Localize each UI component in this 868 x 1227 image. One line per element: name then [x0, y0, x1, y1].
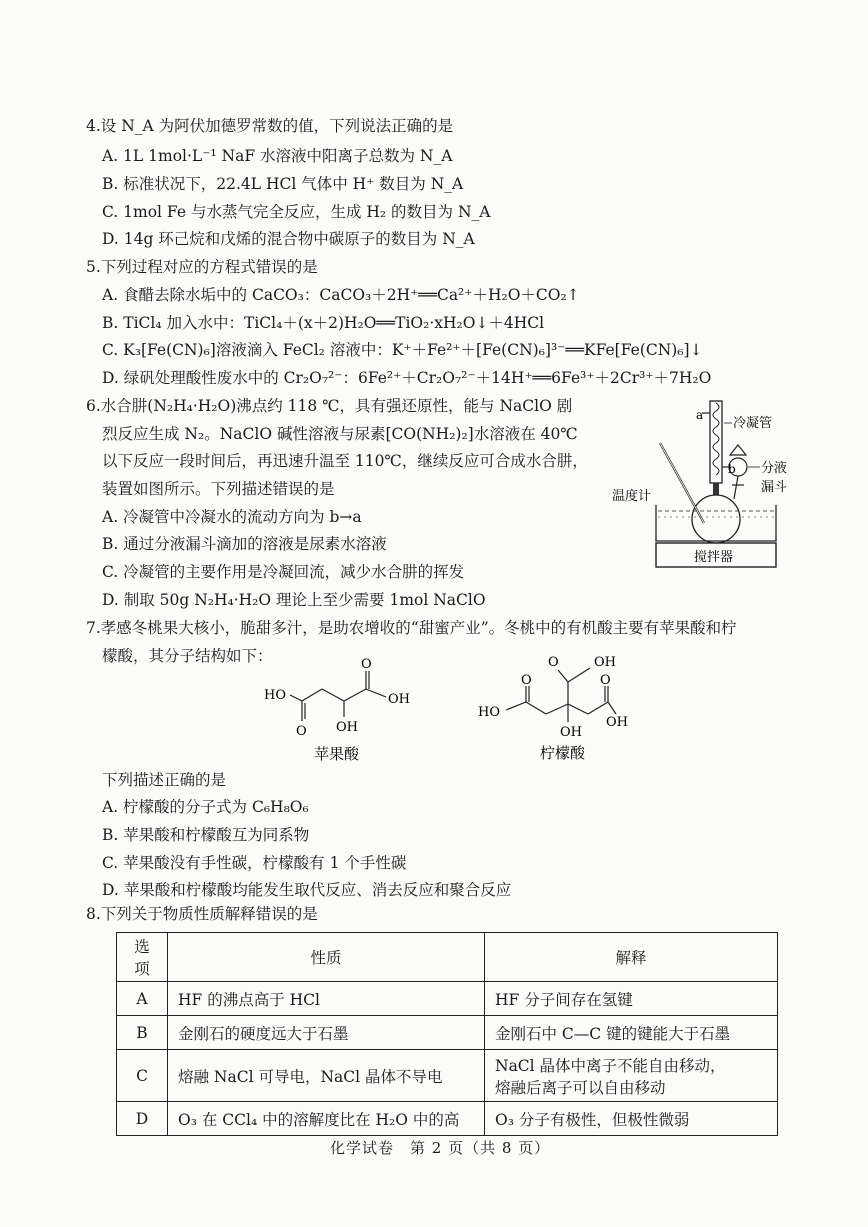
q8-table	[116, 932, 778, 1136]
svg-text:OH: OH	[594, 655, 616, 670]
svg-text:O: O	[521, 673, 532, 688]
page-footer: 化学试卷 第 2 页（共 8 页）	[330, 1139, 551, 1157]
q7-line-1: 7.孝感冬桃果大核小，脆甜多汁，是助农增收的“甜蜜产业”。冬桃中的有机酸主要有苹果酸和柠	[86, 619, 737, 637]
svg-text:O: O	[548, 655, 559, 670]
q5-option-d: D. 绿矾处理酸性废水中的 Cr₂O₇²⁻：6Fe²⁺＋Cr₂O₇²⁻＋14H⁺══6Fe³⁺＋2Cr³⁺＋7H₂O	[102, 369, 712, 387]
label-condenser: 冷凝管	[733, 416, 773, 431]
q7-option-b: B. 苹果酸和柠檬酸互为同系物	[102, 826, 310, 844]
q6-line-3: 以下反应一段时间后，再迅速升温至 110℃，继续反应可合成水合肼，	[102, 452, 588, 470]
q6-line-1: 6.水合肼(N₂H₄·H₂O)沸点约 118 ℃，具有强还原性，能与 NaClO 剧	[86, 397, 573, 415]
svg-text:O: O	[361, 657, 372, 672]
q4-option-b: B. 标准状况下，22.4L HCl 气体中 H⁺ 数目为 N_A	[102, 175, 464, 193]
svg-text:O: O	[296, 724, 307, 739]
citric-acid-name: 柠檬酸	[540, 744, 586, 762]
label-thermometer: 温度计	[612, 489, 652, 504]
q7-prompt: 下列描述正确的是	[102, 771, 227, 789]
svg-text:OH: OH	[388, 692, 410, 707]
q7-option-a: A. 柠檬酸的分子式为 C₆H₈O₆	[102, 798, 309, 816]
svg-text:HO: HO	[478, 705, 500, 720]
q6-line-4: 装置如图所示。下列描述错误的是	[102, 480, 335, 498]
svg-text:OH: OH	[336, 720, 358, 735]
svg-text:OH: OH	[606, 715, 628, 730]
q6-option-b: B. 通过分液漏斗滴加的溶液是尿素水溶液	[102, 535, 387, 553]
table-row: B 金刚石的硬度远大于石墨 金刚石中 C—C 键的键能大于石墨	[117, 1016, 778, 1050]
header-option: 选项	[117, 933, 168, 982]
q7-option-d: D. 苹果酸和柠檬酸均能发生取代反应、消去反应和聚合反应	[102, 881, 512, 899]
malic-acid-structure	[258, 655, 428, 767]
q6-option-a: A. 冷凝管中冷凝水的流动方向为 b→a	[102, 508, 362, 526]
q4-stem: 4.设 N_A 为阿伏加德罗常数的值，下列说法正确的是	[86, 117, 454, 135]
table-row: D O₃ 在 CCl₄ 中的溶解度比在 H₂O 中的高 O₃ 分子有极性，但极性微弱	[117, 1102, 778, 1136]
citric-acid-structure	[476, 652, 646, 767]
q5-option-b: B. TiCl₄ 加入水中：TiCl₄＋(x＋2)H₂O══TiO₂·xH₂O↓＋4HCl	[102, 314, 545, 332]
q4-option-d: D. 14g 环己烷和戊烯的混合物中碳原子的数目为 N_A	[102, 230, 475, 248]
svg-text:HO: HO	[264, 688, 286, 703]
label-funnel-1: 分液	[761, 461, 788, 476]
q7-line-2: 檬酸，其分子结构如下：	[102, 647, 273, 665]
q6-option-d: D. 制取 50g N₂H₄·H₂O 理论上至少需要 1mol NaClO	[102, 591, 486, 609]
header-explanation: 解释	[485, 933, 778, 982]
q4-option-c: C. 1mol Fe 与水蒸气完全反应，生成 H₂ 的数目为 N_A	[102, 203, 491, 221]
q7-option-c: C. 苹果酸没有手性碳，柠檬酸有 1 个手性碳	[102, 854, 407, 872]
q5-stem: 5.下列过程对应的方程式错误的是	[86, 258, 318, 276]
label-a: a	[696, 408, 704, 422]
q6-line-2: 烈反应生成 N₂。NaClO 碱性溶液与尿素[CO(NH₂)₂]水溶液在 40℃	[102, 425, 578, 443]
svg-text:OH: OH	[560, 725, 582, 740]
svg-text:O: O	[600, 673, 611, 688]
label-funnel-2: 漏斗	[761, 480, 788, 495]
label-b: b	[728, 462, 736, 476]
label-stirrer: 搅拌器	[694, 550, 734, 565]
table-row: C 熔融 NaCl 可导电，NaCl 晶体不导电 NaCl 晶体中离子不能自由移动， 熔融后离子可以自由移动	[117, 1050, 778, 1102]
q5-option-a: A. 食醋去除水垢中的 CaCO₃：CaCO₃＋2H⁺══Ca²⁺＋H₂O＋CO₂↑	[102, 286, 580, 304]
q6-option-c: C. 冷凝管的主要作用是冷凝回流，减少水合肼的挥发	[102, 563, 465, 581]
q5-option-c: C. K₃[Fe(CN)₆]溶液滴入 FeCl₂ 溶液中：K⁺＋Fe²⁺＋[Fe(CN)₆]³⁻══KFe[Fe(CN)₆]↓	[102, 341, 703, 359]
apparatus-figure	[612, 395, 792, 573]
header-property: 性质	[168, 933, 485, 982]
q4-option-a: A. 1L 1mol·L⁻¹ NaF 水溶液中阳离子总数为 N_A	[102, 147, 453, 165]
table-row: A HF 的沸点高于 HCl HF 分子间存在氢键	[117, 982, 778, 1016]
q8-stem: 8.下列关于物质性质解释错误的是	[86, 905, 318, 923]
malic-acid-name: 苹果酸	[314, 745, 360, 763]
